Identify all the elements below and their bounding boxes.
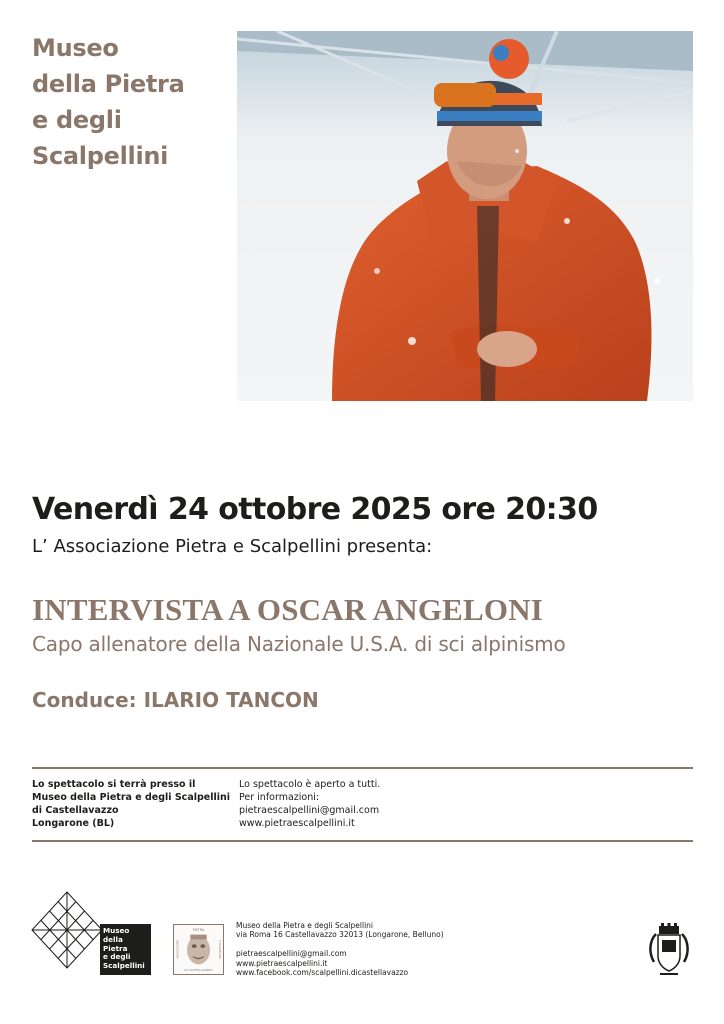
venue-info: [32, 778, 232, 830]
logo-line: Pietra: [103, 943, 128, 953]
museum-logo-box: [100, 924, 151, 975]
divider-top: [32, 767, 693, 769]
footer-address-line: Museo della Pietra e degli Scalpellini: [236, 921, 374, 930]
guest-photo: [237, 31, 693, 401]
seal-text-bottom: DI CASTELLAVAZZO: [184, 968, 213, 973]
venue-line: Lo spettacolo si terrà presso il: [32, 779, 196, 790]
venue-line: Longarone (BL): [32, 818, 115, 829]
seal-text-left: ASSOCIAZIONE: [176, 940, 180, 959]
event-title: INTERVISTA A OSCAR ANGELONI: [32, 592, 544, 627]
logo-line: e degli: [103, 952, 131, 962]
footer-address-line: via Roma 16 Castellavazzo 32013 (Longarone, Belluno): [236, 930, 444, 940]
footer-website[interactable]: www.pietraescalpellini.it: [236, 958, 328, 968]
footer-address-contacts: [236, 921, 536, 977]
event-date-time: Venerdì 24 ottobre 2025 ore 20:30: [32, 492, 598, 527]
municipal-crest-icon: [646, 922, 692, 978]
museum-title-line: Museo: [32, 34, 119, 62]
museum-title-line: e degli: [32, 106, 122, 134]
seal-text-right: E SCALPELLINI: [218, 940, 222, 959]
venue-line: di Castellavazzo: [32, 805, 119, 816]
event-subtitle: Capo allenatore della Nazionale U.S.A. di sci alpinismo: [32, 632, 566, 656]
logo-line: Museo: [103, 926, 130, 935]
footer-email[interactable]: pietraescalpellini@gmail.com: [236, 949, 347, 959]
divider-bottom: [32, 840, 693, 842]
info-website[interactable]: www.pietraescalpellini.it: [239, 818, 355, 829]
footer-facebook[interactable]: www.facebook.com/scalpellini.dicastellavazzo: [236, 967, 409, 977]
info-line: Per informazioni:: [239, 792, 320, 803]
association-seal-icon: [173, 924, 224, 975]
seal-text-top: PIETRA: [192, 927, 205, 932]
museum-title-line: Scalpellini: [32, 142, 169, 170]
event-host: Conduce: ILARIO TANCON: [32, 688, 319, 712]
museum-title-line: della Pietra: [32, 70, 185, 98]
diamond-grid-logo-icon: [30, 890, 104, 970]
info-email[interactable]: pietraescalpellini@gmail.com: [239, 805, 380, 816]
logo-line: Scalpellini: [103, 961, 145, 971]
info-line: Lo spettacolo è aperto a tutti.: [239, 779, 381, 790]
museum-title: [32, 30, 222, 174]
footer-spacer: [236, 939, 536, 949]
event-presenter: L’ Associazione Pietra e Scalpellini presenta:: [32, 536, 433, 557]
contact-info: [239, 778, 499, 830]
logo-line: della: [103, 934, 123, 944]
venue-line: Museo della Pietra e degli Scalpellini: [32, 792, 231, 803]
